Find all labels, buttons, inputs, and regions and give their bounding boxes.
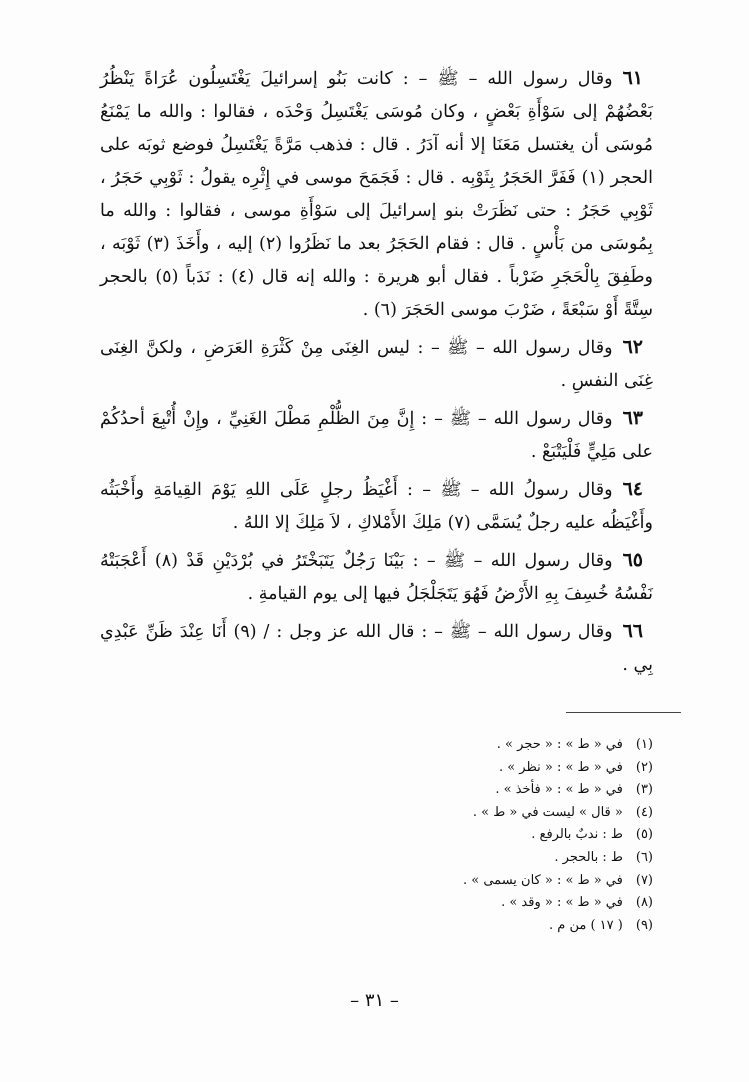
hadith-body: [100, 62, 653, 682]
footnote-label: (٩): [635, 917, 653, 933]
hadith-64: [100, 473, 653, 540]
footnote: [253, 824, 653, 847]
footnote: [253, 734, 653, 757]
hadith-number: ٦٤: [622, 478, 643, 500]
footnote: [253, 779, 653, 802]
hadith-66: [100, 615, 653, 682]
footnote-text: ( ١٧ ) من م .: [549, 917, 623, 933]
footnote-label: (٨): [635, 895, 653, 911]
footnote-label: (٢): [635, 759, 653, 775]
hadith-62: [100, 331, 653, 398]
hadith-number: ٦٥: [622, 549, 644, 571]
footnote: [253, 892, 653, 915]
hadith-number: ٦٣: [622, 407, 643, 429]
footnote-text: في « ط » : « فأخذ » .: [495, 782, 623, 798]
footnote-label: (٥): [635, 827, 653, 843]
hadith-text: وقال رسول الله – ﷺ – : إِنَّ مِنَ الظُّلْمِ مَطْلَ الغَنِيِّ ، وإِنْ أُتْبِعَ أحدُكُمْ على مَلِيٍّ فَلْيَتْبَعْ .: [100, 409, 653, 462]
hadith-number: ٦٦: [622, 620, 643, 642]
hadith-65: [100, 544, 653, 611]
footnote-label: (٦): [635, 849, 653, 865]
hadith-number: ٦٢: [622, 336, 643, 358]
hadith-text: وقال رسول الله – ﷺ – : بَيْنَا رَجُلٌ يَتَبَخْتَرُ في بُرْدَيْنِ قَدْ (٨) أَعْجَبَتْهُ نَفْسُهُ خُسِفَ بِهِ الأَرْضُ فَهُوَ يَتَجَلْجَلُ فيها إلى يوم القيامةِ .: [100, 551, 653, 604]
page-number: – ٣١ –: [350, 990, 399, 1011]
footnote-text: ط : بالحجر .: [554, 849, 623, 865]
hadith-number: ٦١: [622, 67, 643, 89]
footnote-text: ط : ندبٌ بالرفع .: [531, 827, 623, 843]
footnote-label: (٧): [635, 872, 653, 888]
footnote-divider: [566, 712, 681, 713]
hadith-61: [100, 62, 653, 327]
footnote-text: في « ط » : « حجر » .: [496, 737, 623, 752]
footnote: [253, 847, 653, 870]
footnote: [253, 802, 653, 825]
hadith-text: وقال رسول الله – ﷺ – : قال الله عز وجل : / (٩) أَنَا عِنْدَ ظَنِّ عَبْدِي بِي .: [100, 622, 653, 675]
footnote-label: (١): [635, 737, 653, 752]
footnote-label: (٣): [635, 782, 653, 798]
footnote-text: في « ط » : « نظر » .: [498, 759, 623, 775]
hadith-text: وقال رسولُ الله – ﷺ – : أَغْيَظُ رجلٍ عَلَى اللهِ يَوْمَ القِيامَةِ وأَخْبَثُه وأَغْيَظُه عليه رجلٌ يُسَمَّى (٧) مَلِكَ الأَمْلاكِ ، لاَ مَلِكَ إلا اللهُ .: [100, 480, 653, 533]
footnote: [253, 757, 653, 780]
footnotes: [253, 734, 653, 937]
footnote-text: « قال » ليست في « ط » .: [472, 804, 623, 820]
hadith-63: [100, 402, 653, 469]
footnote-text: في « ط » : « وقد » .: [501, 895, 623, 911]
footnote: [253, 870, 653, 893]
footnote-text: في « ط » : « كان يسمى » .: [463, 872, 623, 888]
footnote: [253, 915, 653, 938]
hadith-text: وقال رسول الله – ﷺ – : كانت بَنُو إسرائيلَ يَغْتَسِلُون عُرَاةً يَنْظُرُ بَعْضُهُمْ إلى سَوْأَةِ بَعْضٍ ، وكان مُوسَى يَغْتَسِلُ وَحْدَه ، فقالوا : والله ما يَمْنَعُ مُوسَى أن يغتسل مَعَنَا إلا أنه آدَرُ . قال : فذهب مَرَّةً يَغْتَسِلُ فوضع ثوبَه على الحجر (١) فَفَرَّ الحَجَرُ بِثَوْبِه . قال : فَجَمَحَ موسى في إِثْرِه يقولُ : ثَوْبِي حَجَرُ ، ثَوْبِي حَجَرُ : حتى نَظَرَتْ بنو إسرائيلَ إلى سَوْأَةِ موسى ، فقالوا : والله ما بِمُوسَى من بَأْسٍ . قال : فقام الحَجَرُ بعد ما نَظَرُوا (٢) إليه ، وأَخَذَ (٣) ثَوْبَه ، وطَفِقَ بِالْحَجَرِ ضَرْباً . فقال أبو هريرة : والله إنه قال (٤) : نَدَباً (٥) بالحجر سِتَّةً أَوْ سَبْعَةً ، ضَرْبَ موسى الحَجَرَ (٦) .: [100, 69, 654, 320]
footnote-label: (٤): [635, 804, 653, 820]
hadith-text: وقال رسول الله – ﷺ – : ليس الغِنَى مِنْ كَثْرَةِ العَرَضِ ، ولكنَّ الغِنَى غِنَى النفسِ .: [100, 338, 653, 391]
